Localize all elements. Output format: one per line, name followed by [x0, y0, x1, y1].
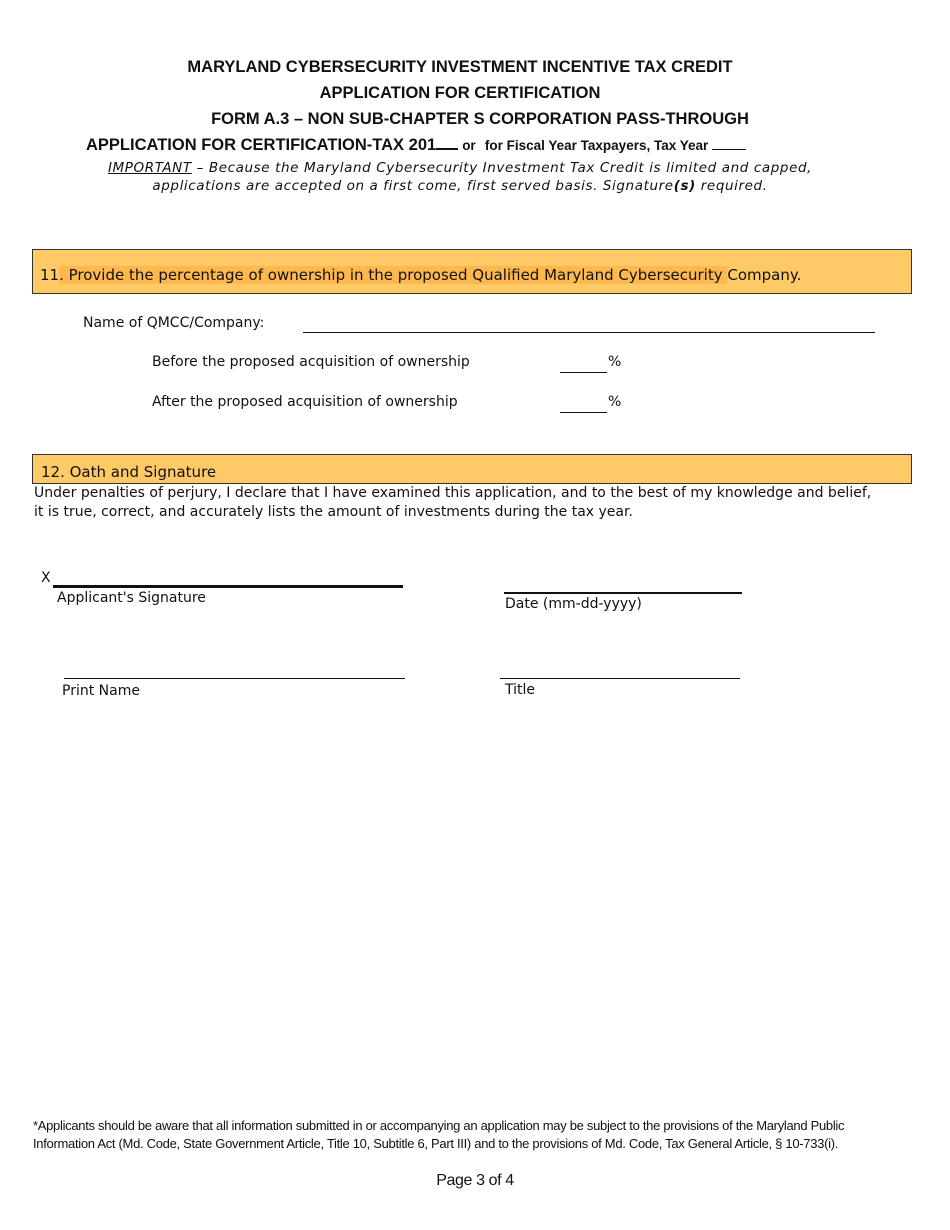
- date-label: Date (mm-dd-yyyy): [505, 596, 642, 612]
- declaration-text: Under penalties of perjury, I declare that I have examined this application, and to the best of my knowledge and belief, it is true, correct, and accurately lists the amount of investments during the tax year.: [34, 485, 872, 520]
- before-ownership-field[interactable]: [560, 354, 607, 373]
- important-notice: [0, 159, 920, 195]
- privacy-footnote: *Applicants should be aware that all information submitted in or accompanying an application may be subject to the provisions of the Maryland Public Information Act (Md. Code, State Government Article, Title 10, Subtitle 6, Part III) and to the provisions of Md. Code, Tax General Article, § 10-733(i).: [33, 1118, 845, 1151]
- print-name-label: Print Name: [62, 683, 140, 699]
- form-title-line2: APPLICATION FOR CERTIFICATION: [319, 84, 601, 102]
- tax-year-label: APPLICATION FOR CERTIFICATION-TAX 201: [86, 136, 437, 154]
- after-percent-symbol: %: [608, 394, 622, 410]
- date-line[interactable]: [504, 592, 742, 594]
- important-label: IMPORTANT: [107, 160, 192, 176]
- form-title-line1: MARYLAND CYBERSECURITY INVESTMENT INCENTIVE TAX CREDIT: [187, 58, 733, 76]
- before-ownership-label: Before the proposed acquisition of ownership: [152, 354, 470, 370]
- form-title-line4: [86, 134, 746, 155]
- fiscal-tax-year-blank[interactable]: [712, 137, 746, 150]
- fiscal-year-label: for Fiscal Year Taxpayers, Tax Year: [484, 138, 709, 153]
- or-text: or: [462, 138, 476, 153]
- print-name-line[interactable]: [64, 678, 405, 679]
- notice-line1: – Because the Maryland Cybersecurity Investment Tax Credit is limited and capped,: [191, 160, 813, 176]
- section-11-number: 11: [40, 266, 60, 284]
- notice-line2a: applications are accepted on a first come, first served basis. Signature: [152, 178, 674, 194]
- tax-year-blank[interactable]: [436, 134, 458, 150]
- after-ownership-label: After the proposed acquisition of ownership: [152, 394, 458, 410]
- section-11-title: . Provide the percentage of ownership in the proposed Qualified Maryland Cybersecurity: [59, 266, 728, 284]
- qmcc-name-field[interactable]: [303, 313, 875, 333]
- form-title-line3: FORM A.3 – NON SUB-CHAPTER S CORPORATION PASS-THROUGH: [211, 110, 749, 128]
- signature-line[interactable]: [53, 585, 403, 588]
- qmcc-name-label: Name of QMCC/Company:: [83, 315, 265, 331]
- before-percent-symbol: %: [608, 354, 622, 370]
- notice-line2c: required.: [695, 178, 768, 194]
- signature-label: Applicant's Signature: [57, 590, 206, 606]
- section-11-title-rest: Company.: [727, 266, 802, 284]
- signature-x-mark: X: [41, 570, 51, 586]
- section-11-header: [32, 249, 912, 294]
- title-label: Title: [505, 682, 536, 698]
- title-line[interactable]: [500, 678, 740, 679]
- page-number: Page 3 of 4: [436, 1172, 514, 1189]
- section-12-title: 12. Oath and Signature: [41, 463, 217, 481]
- after-ownership-field[interactable]: [560, 394, 607, 413]
- notice-signature-s: (s): [673, 178, 696, 194]
- section-12-header: [32, 454, 912, 484]
